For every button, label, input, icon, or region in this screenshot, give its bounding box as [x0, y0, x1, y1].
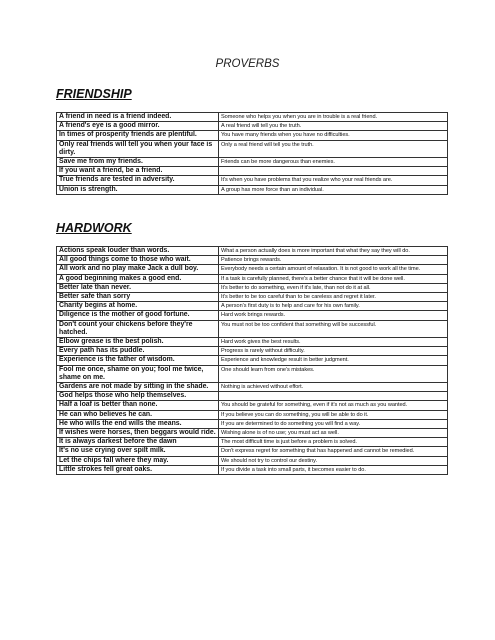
- table-row: [57, 410, 448, 419]
- proverb-cell: Every path has its puddle.: [57, 347, 219, 356]
- proverb-cell: A friend's eye is a good mirror.: [57, 122, 219, 131]
- table-row: [57, 274, 448, 283]
- meaning-cell: It's better to do something, even if it's late, than not do it at all.: [219, 283, 448, 292]
- table-row: [57, 447, 448, 456]
- proverb-cell: It's no use crying over spilt milk.: [57, 447, 219, 456]
- meaning-cell: Nothing is achieved without effort.: [219, 383, 448, 392]
- proverb-cell: Gardens are not made by sitting in the shade.: [57, 383, 219, 392]
- proverb-cell: Little strokes fell great oaks.: [57, 465, 219, 474]
- proverb-cell: Experience is the father of wisdom.: [57, 356, 219, 365]
- proverb-cell: Half a loaf is better than none.: [57, 401, 219, 410]
- proverb-cell: If wishes were horses, then beggars would ride.: [57, 429, 219, 438]
- meaning-cell: If you believe you can do something, you will be able to do it.: [219, 410, 448, 419]
- proverb-cell: Better safe than sorry: [57, 293, 219, 302]
- meaning-cell: A group has more force than an individual.: [219, 185, 448, 194]
- meaning-cell: You have many friends when you have no difficulties.: [219, 131, 448, 140]
- table-row: [57, 167, 448, 176]
- table-row: [57, 176, 448, 185]
- table-row: [57, 465, 448, 474]
- proverb-cell: Diligence is the mother of good fortune.: [57, 311, 219, 320]
- meaning-cell: The most difficult time is just before a problem is solved.: [219, 438, 448, 447]
- meaning-cell: [219, 392, 448, 401]
- proverb-cell: All good things come to those who wait.: [57, 256, 219, 265]
- meaning-cell: Patience brings rewards.: [219, 256, 448, 265]
- table-row: [57, 302, 448, 311]
- proverb-cell: Save me from my friends.: [57, 158, 219, 167]
- friendship-table: [56, 112, 448, 195]
- table-row: [57, 456, 448, 465]
- table-row: [57, 256, 448, 265]
- proverb-cell: Actions speak louder than words.: [57, 247, 219, 256]
- table-row: [57, 185, 448, 194]
- proverb-cell: If you want a friend, be a friend.: [57, 167, 219, 176]
- proverb-cell: A friend in need is a friend indeed.: [57, 113, 219, 122]
- meaning-cell: It's better to be too careful than to be careless and regret it later.: [219, 293, 448, 302]
- meaning-cell: Friends can be more dangerous than enemies.: [219, 158, 448, 167]
- meaning-cell: If you are determined to do something you will find a way.: [219, 419, 448, 428]
- meaning-cell: If you divide a task into small parts, it becomes easier to do.: [219, 465, 448, 474]
- meaning-cell: If a task is carefully planned, there's a better chance that it will be done well.: [219, 274, 448, 283]
- meaning-cell: You must not be too confident that something will be successful.: [219, 320, 448, 337]
- table-row: [57, 113, 448, 122]
- proverb-cell: Only real friends will tell you when your face is dirty.: [57, 140, 219, 157]
- table-row: [57, 438, 448, 447]
- meaning-cell: Experience and knowledge result in better judgment.: [219, 356, 448, 365]
- proverb-cell: All work and no play make Jack a dull boy.: [57, 265, 219, 274]
- meaning-cell: You should be grateful for something, even if it's not as much as you wanted.: [219, 401, 448, 410]
- table-row: [57, 311, 448, 320]
- page-title: PROVERBS: [215, 58, 280, 70]
- proverb-cell: Fool me once, shame on you; fool me twice, shame on me.: [57, 365, 219, 382]
- table-row: [57, 383, 448, 392]
- table-row: [57, 265, 448, 274]
- meaning-cell: Someone who helps you when you are in trouble is a real friend.: [219, 113, 448, 122]
- table-row: [57, 122, 448, 131]
- table-row: [57, 347, 448, 356]
- table-row: [57, 338, 448, 347]
- proverb-cell: A good beginning makes a good end.: [57, 274, 219, 283]
- meaning-cell: A real friend will tell you the truth.: [219, 122, 448, 131]
- meaning-cell: Hard work brings rewards.: [219, 311, 448, 320]
- meaning-cell: What a person actually does is more important that what they say they will do.: [219, 247, 448, 256]
- table-row: [57, 419, 448, 428]
- table-row: [57, 401, 448, 410]
- proverb-cell: True friends are tested in adversity.: [57, 176, 219, 185]
- meaning-cell: A person's first duty is to help and care for his own family.: [219, 302, 448, 311]
- meaning-cell: One should learn from one's mistakes.: [219, 365, 448, 382]
- table-row: [57, 158, 448, 167]
- proverb-cell: Let the chips fall where they may.: [57, 456, 219, 465]
- meaning-cell: We should not try to control our destiny.: [219, 456, 448, 465]
- section-heading-friendship: FRIENDSHIP: [56, 87, 132, 101]
- meaning-cell: [219, 167, 448, 176]
- table-row: [57, 283, 448, 292]
- proverb-cell: Don't count your chickens before they're hatched.: [57, 320, 219, 337]
- meaning-cell: It's when you have problems that you realize who your real friends are.: [219, 176, 448, 185]
- proverb-cell: It is always darkest before the dawn: [57, 438, 219, 447]
- meaning-cell: Only a real friend will tell you the truth.: [219, 140, 448, 157]
- table-row: [57, 365, 448, 382]
- proverb-cell: Union is strength.: [57, 185, 219, 194]
- proverb-cell: Better late than never.: [57, 283, 219, 292]
- proverb-cell: Elbow grease is the best polish.: [57, 338, 219, 347]
- meaning-cell: Wishing alone is of no use; you must act as well.: [219, 429, 448, 438]
- table-row: [57, 131, 448, 140]
- table-row: [57, 140, 448, 157]
- section-heading-hardwork: HARDWORK: [56, 221, 132, 235]
- meaning-cell: Hard work gives the best results.: [219, 338, 448, 347]
- proverb-cell: God helps those who help themselves.: [57, 392, 219, 401]
- meaning-cell: Don't express regret for something that has happened and cannot be remedied.: [219, 447, 448, 456]
- proverb-cell: He can who believes he can.: [57, 410, 219, 419]
- hardwork-table: [56, 246, 448, 475]
- table-row: [57, 429, 448, 438]
- proverb-cell: He who wills the end wills the means.: [57, 419, 219, 428]
- table-row: [57, 320, 448, 337]
- meaning-cell: Everybody needs a certain amount of relaxation. It is not good to work all the time.: [219, 265, 448, 274]
- table-row: [57, 392, 448, 401]
- meaning-cell: Progress is rarely without difficulty.: [219, 347, 448, 356]
- table-row: [57, 356, 448, 365]
- table-row: [57, 247, 448, 256]
- table-row: [57, 293, 448, 302]
- proverb-cell: In times of prosperity friends are plentiful.: [57, 131, 219, 140]
- proverb-cell: Charity begins at home.: [57, 302, 219, 311]
